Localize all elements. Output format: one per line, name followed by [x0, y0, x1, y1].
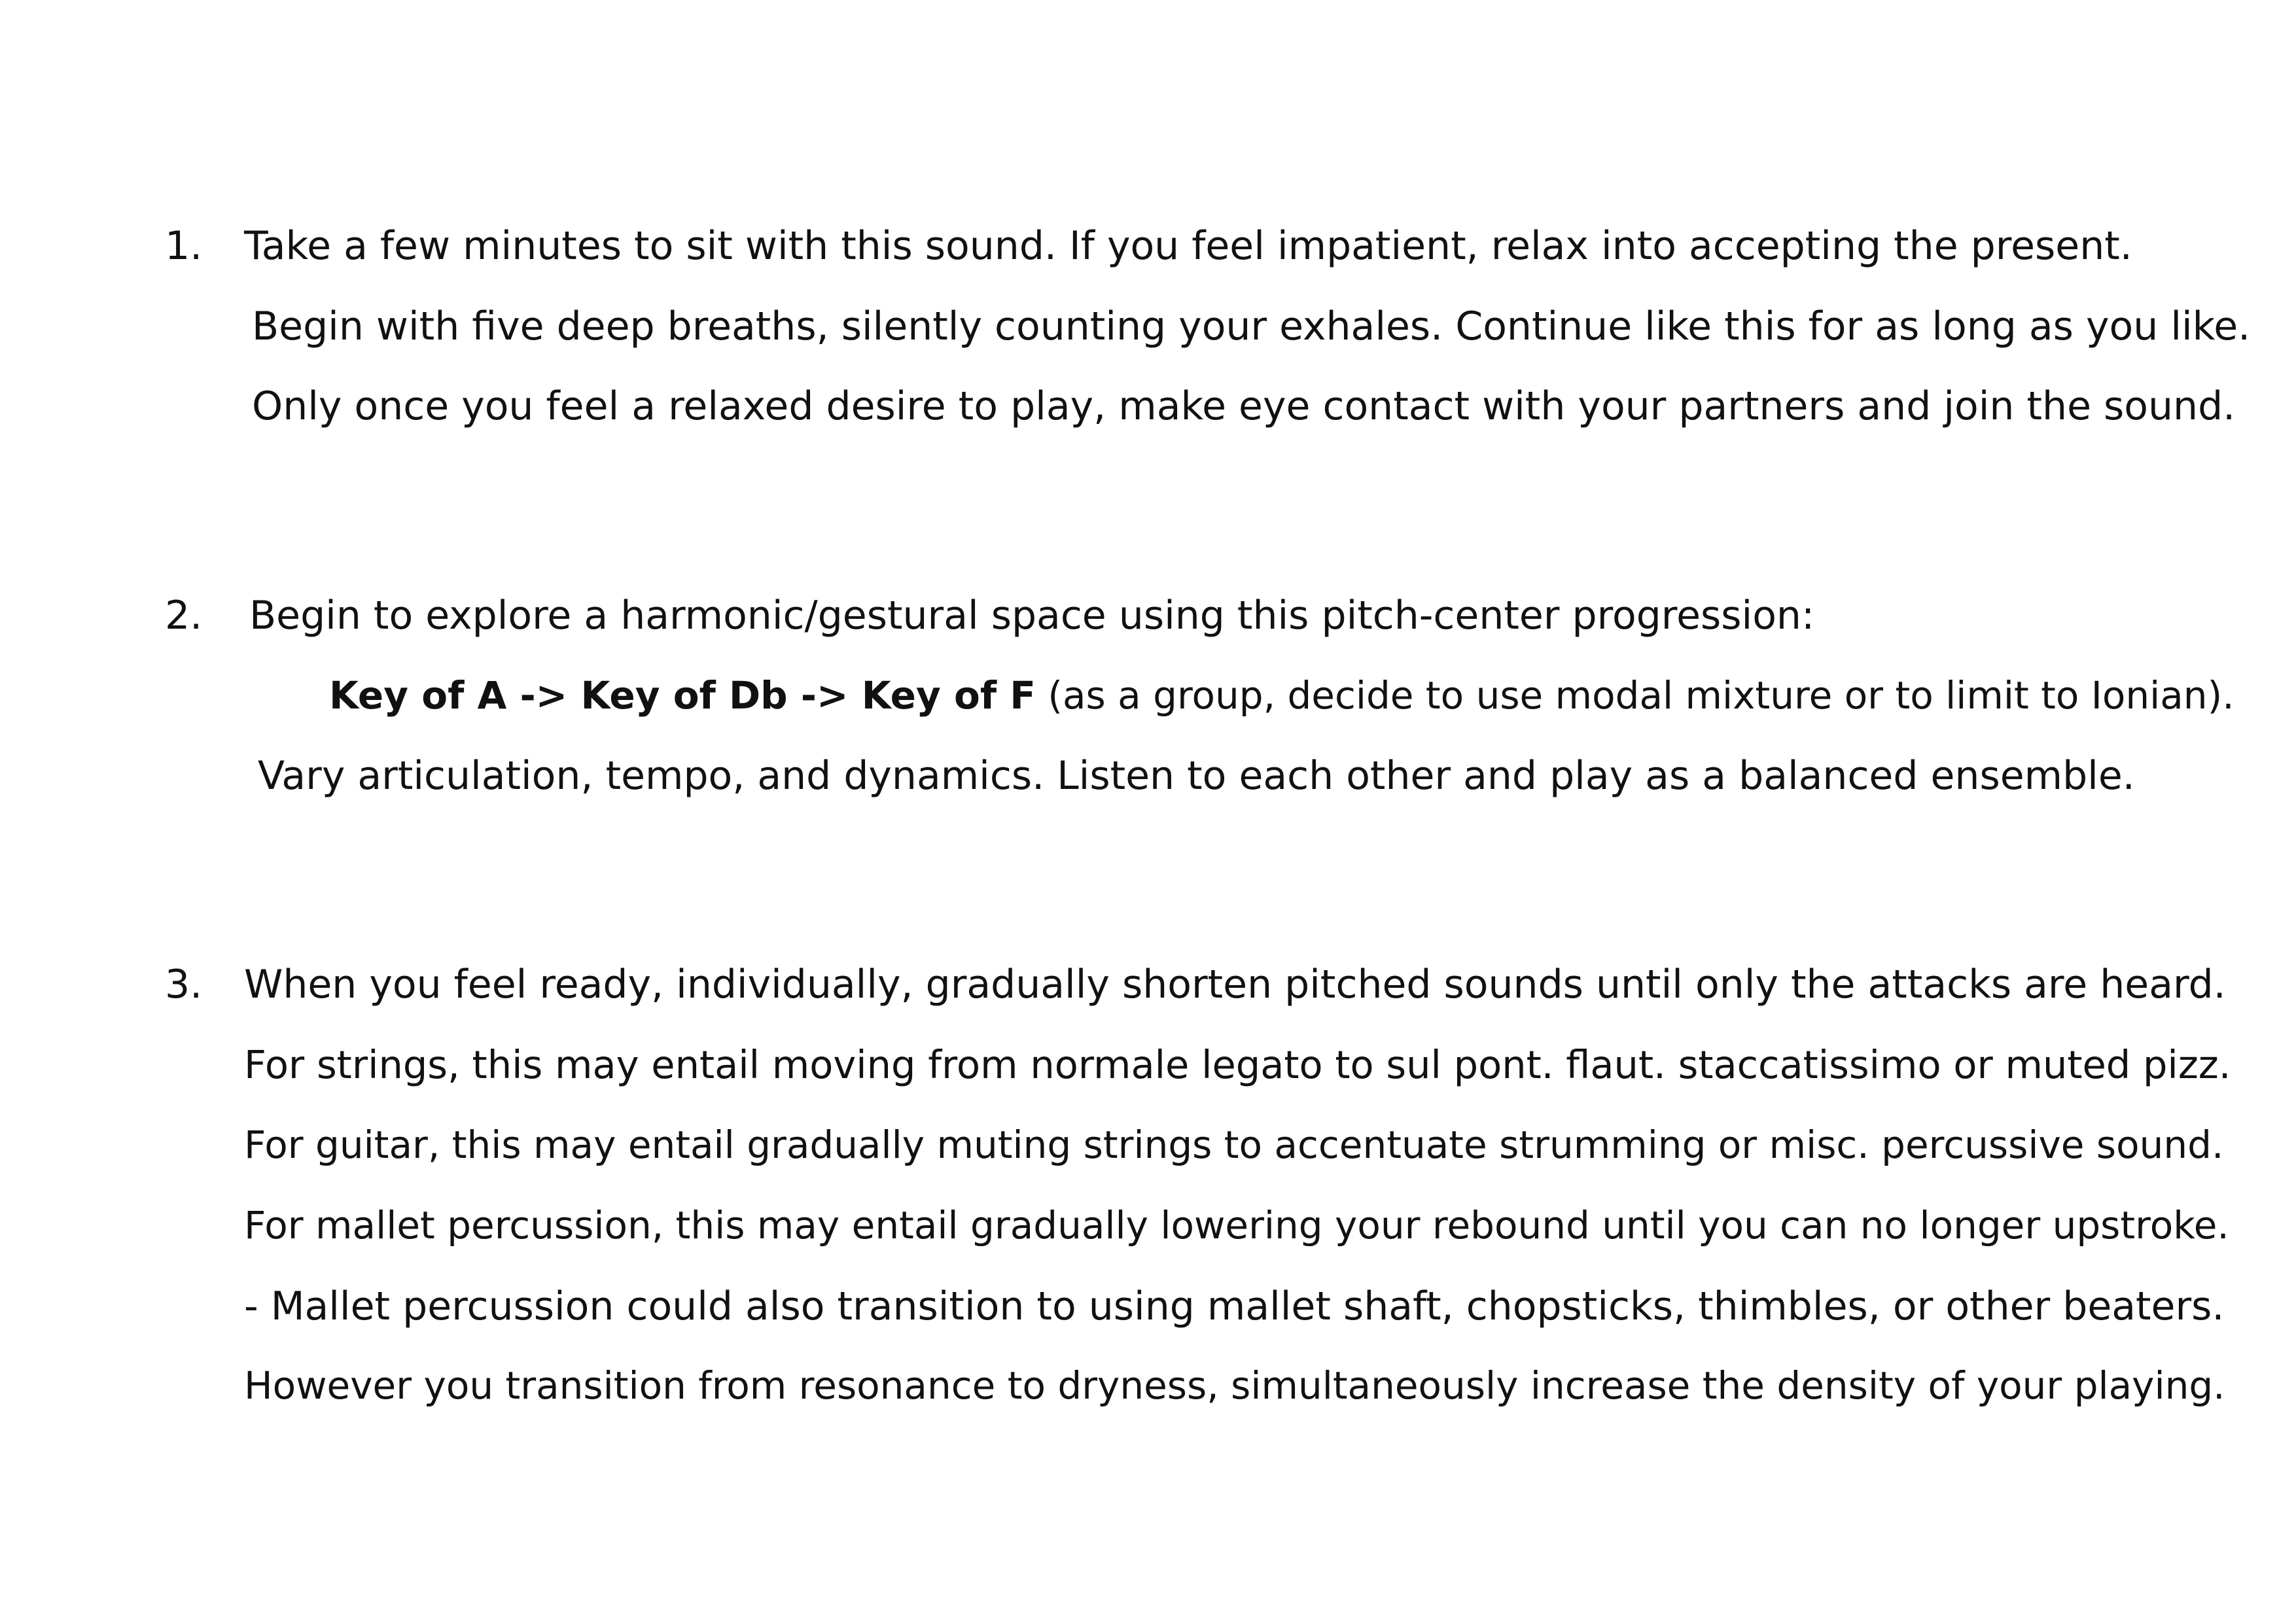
instruction-line: Only once you feel a relaxed desire to play, make eye contact with your partners and join the sound. — [252, 383, 2236, 429]
instruction-line: For guitar, this may entail gradually muting strings to accentuate strumming or misc. percussive sound. — [244, 1123, 2224, 1167]
section-number: 2. — [165, 593, 203, 638]
key-db: Key of Db — [580, 673, 788, 718]
instruction-line: - Mallet percussion could also transition to using mallet shaft, chopsticks, thimbles, or other beaters. — [244, 1283, 2225, 1329]
instruction-line: Take a few minutes to sit with this sound. If you feel impatient, relax into accepting the present. — [244, 223, 2132, 269]
instruction-line: Vary articulation, tempo, and dynamics. Listen to each other and play as a balanced ensemble. — [258, 753, 2135, 799]
section-number: 3. — [165, 962, 203, 1007]
progression-arrow: -> — [787, 673, 862, 718]
key-f: Key of F — [861, 673, 1036, 718]
section-number: 1. — [165, 223, 203, 269]
progression-arrow: -> — [506, 673, 581, 718]
instruction-line: When you feel ready, individually, gradually shorten pitched sounds until only the attacks are heard. — [244, 962, 2226, 1007]
instruction-line: However you transition from resonance to dryness, simultaneously increase the density of your playing. — [244, 1363, 2225, 1408]
instruction-line: Begin with five deep breaths, silently counting your exhales. Continue like this for as long as you like. — [252, 304, 2251, 349]
instruction-line: Begin to explore a harmonic/gestural space using this pitch-center progression: — [249, 593, 1815, 638]
progression-note: (as a group, decide to use modal mixture or to limit to Ionian). — [1035, 673, 2234, 718]
key-progression-line — [329, 673, 2234, 718]
instruction-line: For mallet percussion, this may entail gradually lowering your rebound until you can no longer upstroke. — [244, 1203, 2229, 1248]
key-a: Key of A — [329, 673, 507, 718]
instruction-line: For strings, this may entail moving from normale legato to sul pont. flaut. staccatissimo or muted pizz. — [244, 1042, 2231, 1087]
